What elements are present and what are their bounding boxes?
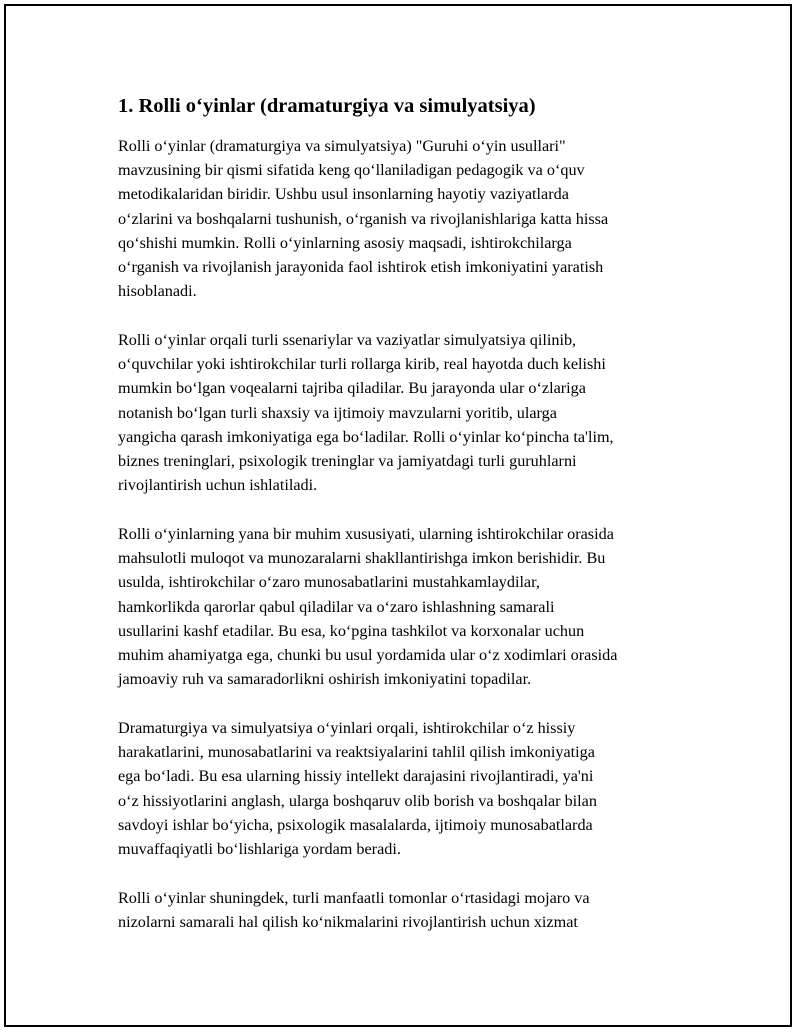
text-line: muhim ahamiyatga ega, chunki bu usul yordamida ular o‘z xodimlari orasida <box>118 646 618 665</box>
text-line: nizolarni samarali hal qilish ko‘nikmalarini rivojlantirish uchun xizmat <box>118 913 578 932</box>
paragraph-4 <box>118 716 693 861</box>
text-line: usulda, ishtirokchilar o‘zaro munosabatlarini mustahkamlaydilar, <box>118 573 540 592</box>
text-line: metodikalaridan biridir. Ushbu usul insonlarning hayotiy vaziyatlarda <box>118 185 569 204</box>
text-line: ega bo‘ladi. Bu esa ularning hissiy intellekt darajasini rivojlantiradi, ya'ni <box>118 767 594 786</box>
text-line: muvaffaqiyatli bo‘lishlariga yordam beradi. <box>118 840 401 859</box>
text-line: yangicha qarash imkoniyatiga ega bo‘ladilar. Rolli o‘yinlar ko‘pincha ta'lim, <box>118 427 614 446</box>
paragraph-5 <box>118 886 693 934</box>
paragraph-3 <box>118 522 693 691</box>
text-line: biznes treninglari, psixologik treninglar va jamiyatdagi turli guruhlarni <box>118 452 577 471</box>
text-line: mahsulotli muloqot va munozaralarni shakllantirishga imkon berishidir. Bu <box>118 549 606 568</box>
text-line: qo‘shishi mumkin. Rolli o‘yinlarning asosiy maqsadi, ishtirokchilarga <box>118 233 572 252</box>
text-line: Rolli o‘yinlar orqali turli ssenariylar va vaziyatlar simulyatsiya qilinib, <box>118 331 577 350</box>
text-line: rivojlantirish uchun ishlatiladi. <box>118 476 318 495</box>
paragraph-2 <box>118 328 693 497</box>
text-line: o‘rganish va rivojlanish jarayonida faol ishtirok etish imkoniyatini yaratish <box>118 258 604 277</box>
text-line: mumkin bo‘lgan voqealarni tajriba qiladilar. Bu jarayonda ular o‘zlariga <box>118 379 586 398</box>
text-line: o‘z hissiyotlarini anglash, ularga boshqaruv olib borish va boshqalar bilan <box>118 791 597 810</box>
text-line: jamoaviy ruh va samaradorlikni oshirish imkoniyatini topadilar. <box>118 670 532 689</box>
text-line: usullarini kashf etadilar. Bu esa, ko‘pgina tashkilot va korxonalar uchun <box>118 621 585 640</box>
text-line: Rolli o‘yinlar shuningdek, turli manfaatli tomonlar o‘rtasidagi mojaro va <box>118 888 590 907</box>
text-line: o‘zlarini va boshqalarni tushunish, o‘rganish va rivojlanishlariga katta hissa <box>118 209 609 228</box>
text-line: Rolli o‘yinlar (dramaturgiya va simulyatsiya) "Guruhi o‘yin usullari" <box>118 137 566 155</box>
text-line: notanish bo‘lgan turli shaxsiy va ijtimoiy mavzularni yoritib, ularga <box>118 403 557 422</box>
text-line: savdoyi ishlar bo‘yicha, psixologik masalalarda, ijtimoiy munosabatlarda <box>118 815 593 834</box>
text-line: Rolli o‘yinlarning yana bir muhim xususiyati, ularning ishtirokchilar orasida <box>118 525 614 544</box>
text-line: hisoblanadi. <box>118 282 197 301</box>
text-line: o‘quvchilar yoki ishtirokchilar turli rollarga kirib, real hayotda duch kelishi <box>118 355 606 374</box>
document-body <box>118 92 693 959</box>
text-line: mavzusining bir qismi sifatida keng qo‘llaniladigan pedagogik va o‘quv <box>118 161 585 180</box>
text-line: Dramaturgiya va simulyatsiya o‘yinlari orqali, ishtirokchilar o‘z hissiy <box>118 719 576 738</box>
text-line: harakatlarini, munosabatlarini va reaktsiyalarini tahlil qilish imkoniyatiga <box>118 743 595 762</box>
text-line: hamkorlikda qarorlar qabul qiladilar va o‘zaro ishlashning samarali <box>118 597 555 616</box>
paragraph-1 <box>118 134 693 303</box>
section-heading: 1. Rolli o‘yinlar (dramaturgiya va simulyatsiya) <box>118 95 536 117</box>
